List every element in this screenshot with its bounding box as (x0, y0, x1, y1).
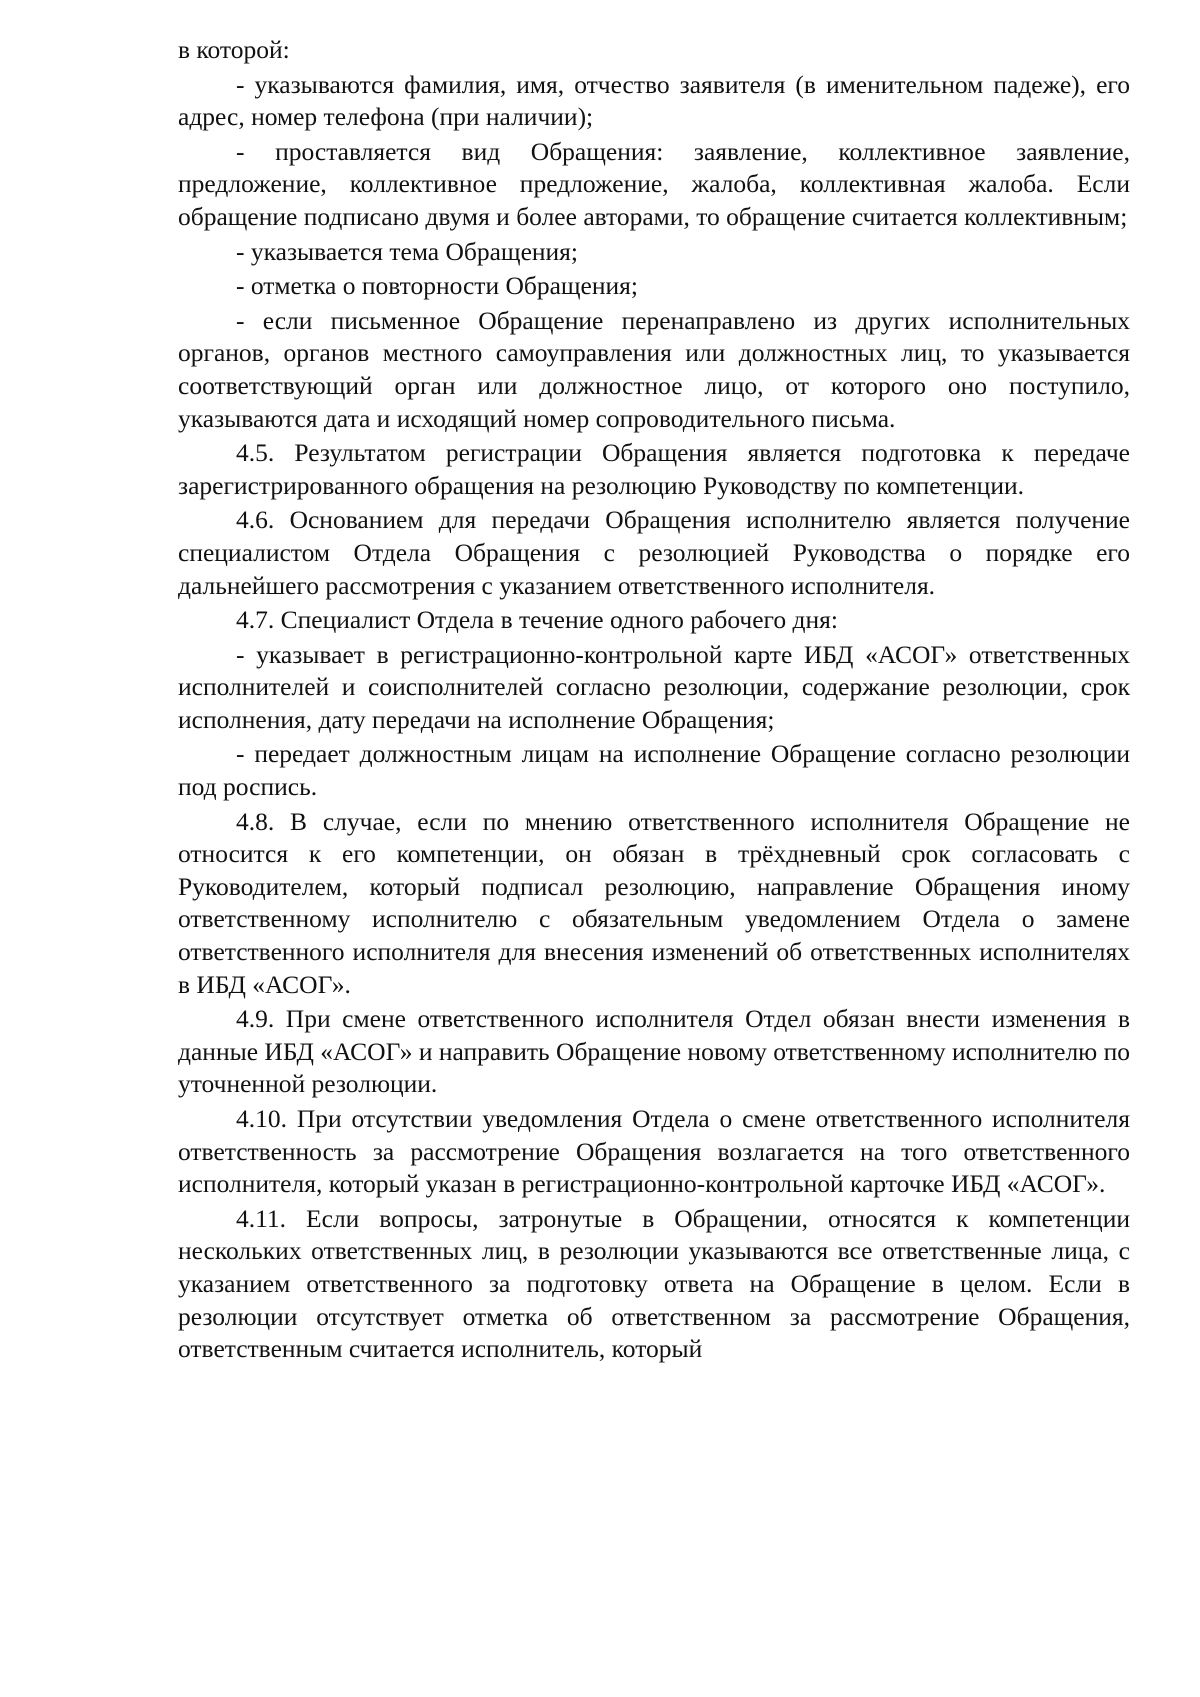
list-item-repeat-mark: - отметка о повторности Обращения; (236, 271, 638, 301)
section-4-6: 4.6. Основанием для передачи Обращения исполнителю является получение специалистом Отдела Обращения с резолюцией Руководства о порядке его дальнейшего рассмотрения с указанием ответственного исполнителя. (178, 505, 1130, 600)
section-4-9: 4.9. При смене ответственного исполнителя Отдел обязан внести изменения в данные ИБД «АСОГ» и направить Обращение новому ответственному исполнителю по уточненной резолюции. (178, 1004, 1130, 1099)
list-item-applicant-details: - указываются фамилия, имя, отчество заявителя (в именительном падеже), его адрес, номер телефона (при наличии); (178, 69, 1130, 132)
section-4-10: 4.10. При отсутствии уведомления Отдела о смене ответственного исполнителя ответственность за рассмотрение Обращения возлагается на того ответственного исполнителя, который указан в регистрационно-контрольной карточке ИБД «АСОГ». (178, 1104, 1130, 1199)
paragraph-intro: в которой: (178, 35, 290, 64)
section-4-5: 4.5. Результатом регистрации Обращения является подготовка к передаче зарегистрированного обращения на резолюцию Руководству по компетенции. (178, 438, 1130, 500)
list-item-registration-card: - указывает в регистрационно-контрольной карте ИБД «АСОГ» ответственных исполнителей и соисполнителей согласно резолюции, содержание резолюции, срок исполнения, дату передачи на исполнение Обращения; (178, 639, 1130, 734)
list-item-appeal-topic: - указывается тема Обращения; (236, 236, 578, 266)
section-4-7: 4.7. Специалист Отдела в течение одного рабочего дня: (236, 605, 838, 635)
document-body (178, 34, 1130, 1368)
section-4-8: 4.8. В случае, если по мнению ответственного исполнителя Обращение не относится к его компетенции, он обязан в трёхдневный срок согласовать с Руководителем, который подписал резолюцию, направление Обращения иному ответственному исполнителю с обязательным уведомлением Отдела о замене ответственного исполнителя для внесения изменений об ответственных исполнителях в ИБД «АСОГ». (178, 806, 1130, 999)
list-item-appeal-type: - проставляется вид Обращения: заявление, коллективное заявление, предложение, коллективное предложение, жалоба, коллективная жалоба. Если обращение подписано двумя и более авторами, то обращение считается коллективным; (178, 136, 1130, 231)
list-item-redirected: - если письменное Обращение перенаправлено из других исполнительных органов, органов местного самоуправления или должностных лиц, то указывается соответствующий орган или должностное лицо, от которого оно поступило, указываются дата и исходящий номер сопроводительного письма. (178, 305, 1130, 433)
list-item-hand-over: - передает должностным лицам на исполнение Обращение согласно резолюции под роспись. (178, 739, 1130, 802)
section-4-11: 4.11. Если вопросы, затронутые в Обращении, относятся к компетенции нескольких ответственных лиц, в резолюции указываются все ответственные лица, с указанием ответственного за подготовку ответа на Обращение в целом. Если в резолюции отсутствует отметка об ответственном за рассмотрение Обращения, ответственным считается исполнитель, который (178, 1203, 1130, 1364)
